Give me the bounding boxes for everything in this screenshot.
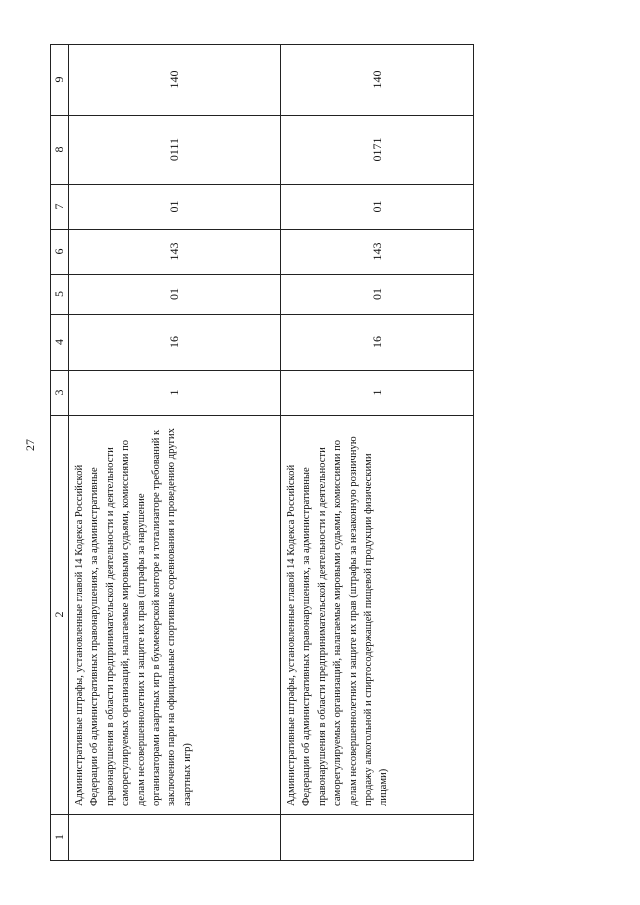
row-1-col-7: 01 [167,200,181,213]
header-col-3: 3 [52,389,66,396]
header-col-9: 9 [52,76,66,83]
page-number: 27 [23,439,37,451]
row-1-col-8: 0111 [167,137,181,162]
row-2-description: Административные штрафы, установленные главой 14 Кодекса Российской Федерации об административных правонарушениях, за административные правонарушения в области предпринимательской деятельности и деятельности саморегулируемых организаций, налагаемые мировыми судьями, комиссиями по делам несовершеннолетних и защите их прав (штрафы за незаконную розничную продажу алкогольной и спиртосодержащей пищевой продукции физическими лицами) [286,436,390,806]
row-1-col-9: 140 [167,70,181,89]
header-col-6: 6 [52,248,66,255]
row-2-col-7: 01 [369,200,384,213]
budget-codes-table [50,44,474,861]
row-2-col-5: 01 [369,288,384,300]
header-col-7: 7 [52,203,66,210]
row-1-col-5: 01 [167,288,181,300]
header-col-8: 8 [52,146,66,153]
row-1-col-4: 16 [167,336,181,348]
row-1-col-3: 1 [167,389,181,396]
header-col-5: 5 [52,291,66,297]
header-col-4: 4 [52,339,66,345]
header-col-1: 1 [52,834,66,840]
header-col-2: 2 [52,611,66,618]
row-2-col-4: 16 [369,336,384,348]
row-1-col-6: 143 [167,242,181,261]
row-2-col-3: 1 [369,389,384,396]
row-2-col-9: 140 [369,70,384,89]
row-2-col-8: 0171 [369,137,384,162]
row-1-description: Административные штрафы, установленные главой 14 Кодекса Российской Федерации об административных правонарушениях, за административные правонарушения в области предпринимательской деятельности и деятельности саморегулируемых организаций, налагаемые мировыми судьями, комиссиями по делам несовершеннолетних и защите их прав (штрафы за нарушение организаторами азартных игр в букмекерской конторе и тотализаторе требований к заключению пари на официальные спортивные соревнования и проведению других азартных игр) [74,428,193,806]
row-2-col-6: 143 [369,242,384,261]
